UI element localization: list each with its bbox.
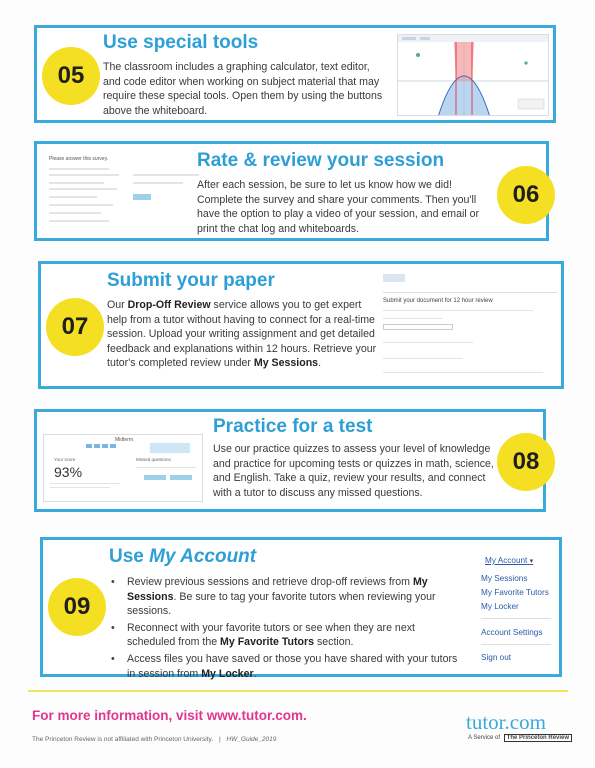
my-account-emphasis: My Account xyxy=(149,546,257,567)
my-account-menu-header[interactable]: My Account ▾ xyxy=(485,556,534,565)
menu-divider xyxy=(481,644,551,645)
quiz-thumb-score: 93% xyxy=(54,464,83,480)
list-item: • Review previous sessions and retrieve drop-off reviews from My Sessions. Be sure to tag your favorite tutors when reviewing your sessions. xyxy=(109,575,459,619)
section-06-number-badge: 06 xyxy=(497,166,555,224)
list-item: • Reconnect with your favorite tutors or see when they are next scheduled from the My Favorite Tutors section. xyxy=(109,621,459,650)
section-06-card xyxy=(34,141,549,241)
quiz-thumb-side-label: Missed questions xyxy=(136,457,171,462)
footer-code: HW_Guide_2019 xyxy=(226,736,277,743)
section-08-title: Practice for a test xyxy=(213,416,373,437)
footer-rule xyxy=(28,690,568,692)
section-09-bullet-list xyxy=(109,575,459,681)
section-08-number-badge: 08 xyxy=(497,433,555,491)
drop-off-thumb-heading: Submit your document for 12 hour review xyxy=(383,298,493,304)
quiz-thumb-heading: Midterm xyxy=(114,437,134,443)
section-08-card xyxy=(34,409,546,512)
service-prefix: A Service of xyxy=(468,735,501,741)
section-05-number-badge: 05 xyxy=(42,47,100,105)
section-09-title: Use My Account xyxy=(109,546,257,567)
section-05-card xyxy=(34,25,556,123)
section-09-body xyxy=(109,575,459,683)
footer-cta[interactable]: For more information, visit www.tutor.com. xyxy=(32,708,307,723)
my-account-menu xyxy=(467,552,559,670)
menu-divider xyxy=(481,618,551,619)
survey-thumb-heading: Please answer this survey. xyxy=(49,156,109,162)
footer-disclaimer: The Princeton Review is not affiliated with Princeton University. xyxy=(32,736,214,743)
princeton-review-logo: The Princeton Review xyxy=(504,734,572,742)
section-05-title: Use special tools xyxy=(103,32,259,53)
tutor-com-logo: tutor.com xyxy=(466,710,546,734)
footer-separator: | xyxy=(218,736,221,743)
graphing-calculator-screenshot xyxy=(397,34,549,116)
section-06-title: Rate & review your session xyxy=(197,150,445,171)
section-07-card xyxy=(38,261,564,389)
graph-illustration xyxy=(398,35,549,116)
section-09-card xyxy=(40,537,562,680)
section-09-number-badge: 09 xyxy=(48,578,106,636)
drop-off-review-screenshot xyxy=(381,272,559,384)
chevron-down-icon: ▾ xyxy=(529,558,534,565)
section-07-body: Our Drop-Off Review service allows you to get expert help from a tutor without having to connect for a real-time session. Upload your writing assignment and get detailed feedback and explanations within 12 hours. Retrieve your tutor's completed review under My Sessions. xyxy=(107,299,377,370)
list-item: • Access files you have saved or those you have shared with your tutors in session from My Locker. xyxy=(109,652,459,681)
practice-quiz-screenshot xyxy=(43,434,203,502)
footer-disclaimer-line xyxy=(32,736,276,743)
menu-item-sign-out[interactable]: Sign out xyxy=(481,653,512,662)
menu-item-account-settings[interactable]: Account Settings xyxy=(481,628,543,637)
service-of-line xyxy=(468,735,572,741)
section-08-body: Use our practice quizzes to assess your level of knowledge and practice for upcoming tests or quizzes in math, science, and English. Take a quiz, review your results, and connect with a tutor to discuss any missed questions. xyxy=(213,443,494,499)
menu-item-my-sessions[interactable]: My Sessions xyxy=(481,574,528,583)
section-07-title: Submit your paper xyxy=(107,270,275,291)
menu-item-my-favorite-tutors[interactable]: My Favorite Tutors xyxy=(481,588,549,597)
section-05-body: The classroom includes a graphing calculator, text editor, and code editor when working on subject material that may require these special tools. Open them by using the buttons above the whiteboard. xyxy=(103,61,383,117)
menu-item-my-locker[interactable]: My Locker xyxy=(481,602,519,611)
survey-screenshot xyxy=(47,154,207,236)
quiz-thumb-score-label: Your score xyxy=(54,457,76,462)
section-06-body: After each session, be sure to let us know how we did! Complete the survey and share your comments. Then you'll have the option to play a video of your session, and email or print the chat log and whiteboards. xyxy=(197,179,480,235)
section-07-number-badge: 07 xyxy=(46,298,104,356)
